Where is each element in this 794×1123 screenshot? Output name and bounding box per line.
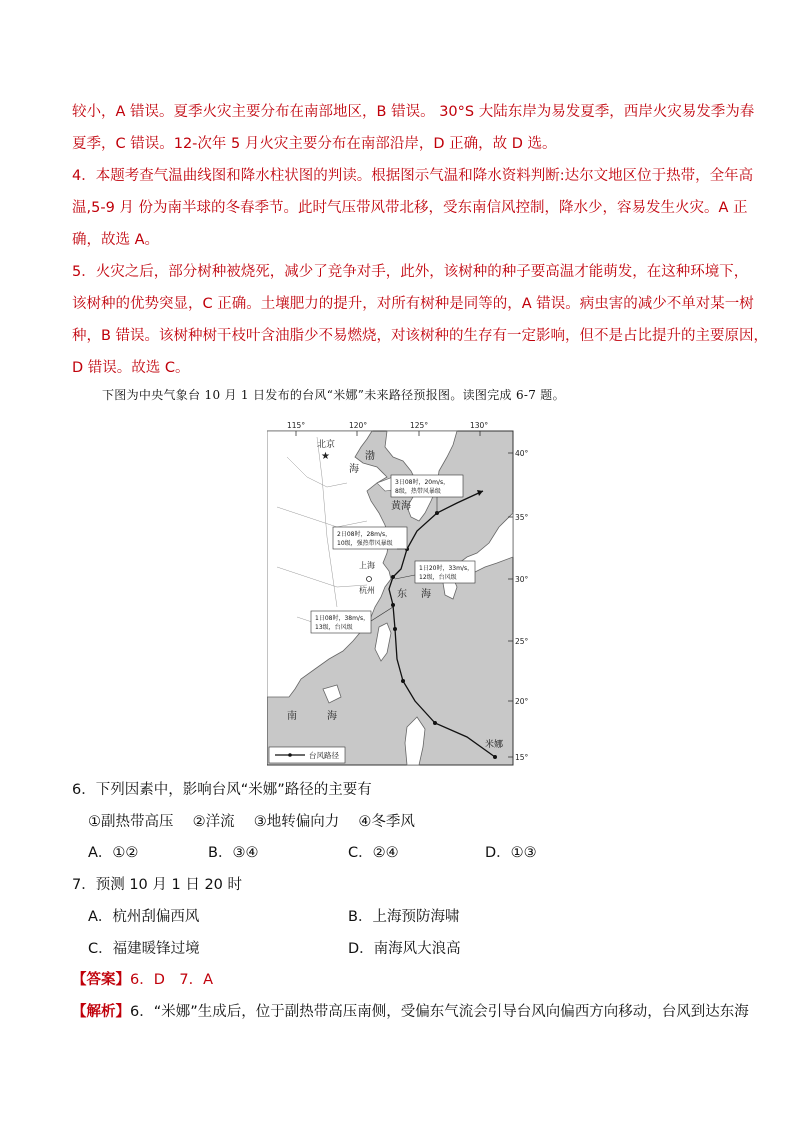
answer-line: [72, 970, 213, 990]
lat-label-15: 15°: [515, 753, 529, 762]
track-point: [493, 755, 497, 759]
hangzhou-marker: [367, 577, 372, 582]
analysis-text: 6．“米娜”生成后，位于副热带高压南侧，受偏东气流会引导台风向偏西方向移动，台风到达东海: [130, 1004, 749, 1020]
callout-2-line-1: 2日08时，28m/s，: [337, 531, 392, 538]
lat-label-30: 30°: [515, 575, 529, 584]
beijing-label: 北京: [317, 440, 336, 450]
yellow-sea-label-2: 海: [401, 501, 411, 512]
q4-analysis-line-1: 4．本题考查气温曲线图和降水柱状图的判读。根据图示气温和降水资料判断:达尔文地区位于热带，全年高: [72, 168, 754, 184]
callout-1-line-2: 8级，热带风暴级: [395, 488, 441, 495]
typhoon-name-label: 米娜: [485, 740, 504, 750]
analysis-line-2: 夏季，C 错误。12-次年 5 月火灾主要分布在南部沿岸，D 正确，故 D 选。: [72, 136, 557, 152]
answer-text: 6．D 7．A: [130, 972, 214, 988]
q5-analysis-line-3: 种，B 错误。该树种树干枝叶含油脂少不易燃烧，对该树种的生存有一定影响，但不是占比提升的主要原因，: [72, 328, 769, 344]
track-point: [391, 575, 395, 579]
south-sea-label-1: 南: [287, 711, 297, 722]
hangzhou-label: 杭州: [359, 586, 375, 595]
lon-label-130: 130°: [470, 421, 489, 430]
bohai-label-2: 海: [349, 464, 359, 475]
lon-label-115: 115°: [287, 421, 306, 430]
q4-analysis-line-2: 温,5-9 月 份为南半球的冬春季节。此时气压带风带北移，受东南信风控制，降水少，容易发生火灾。A 正: [72, 200, 748, 216]
east-sea-label-1: 东: [397, 589, 407, 600]
lat-label-35: 35°: [515, 513, 529, 522]
lat-label-25: 25°: [515, 637, 529, 646]
east-sea-label-2: 海: [421, 589, 431, 600]
legend-point: [288, 753, 292, 757]
analysis-line-1: 较小，A 错误。夏季火灾主要分布在南部地区，B 错误。 30°S 大陆东岸为易发夏季，西岸火灾易发季为春: [72, 104, 755, 120]
lon-label-120: 120°: [349, 421, 368, 430]
callout-3-line-1: 1日20时，33m/s，: [419, 565, 474, 572]
analysis-label: 【解析】: [72, 1004, 130, 1020]
lat-label-40: 40°: [515, 449, 529, 458]
q6-stem: 6．下列因素中，影响台风“米娜”路径的主要有: [72, 782, 372, 798]
q7-option-b[interactable]: B．上海预防海啸: [348, 909, 460, 925]
figure-intro: 下图为中央气象台 10 月 1 日发布的台风“米娜”未来路径预报图。读图完成 6-7 题。: [102, 388, 565, 402]
q7-stem: 7．预测 10 月 1 日 20 时: [72, 877, 243, 893]
callout-4-line-1: 1日08时，38m/s，: [315, 615, 370, 622]
south-sea-label-2: 海: [327, 711, 337, 722]
q5-analysis-line-2: 该树种的优势突显，C 正确。土壤肥力的提升，对所有树种是同等的，A 错误。病虫害的减少不单对某一树: [72, 296, 754, 312]
typhoon-track-map: [267, 417, 530, 767]
yellow-sea-label-1: 黄: [391, 501, 401, 512]
q5-analysis-line-4: D 错误。故选 C。: [72, 360, 190, 376]
q7-option-c[interactable]: C．福建暖锋过境: [88, 941, 200, 957]
callout-1-line-1: 3日08时，20m/s，: [395, 479, 450, 486]
q6-option-c[interactable]: C．②④: [348, 845, 399, 861]
shanghai-label: 上海: [359, 561, 375, 570]
q6-option-a[interactable]: A．①②: [88, 845, 139, 861]
q6-option-d[interactable]: D．①③: [485, 845, 537, 861]
callout-2-line-2: 10级，强热带风暴级: [337, 540, 393, 547]
callout-4-line-2: 13级，台风级: [315, 624, 353, 631]
q7-option-d[interactable]: D．南海风大浪高: [348, 941, 461, 957]
q5-analysis-line-1: 5．火灾之后，部分树种被烧死，减少了竞争对手，此外，该树种的种子要高温才能萌发，在这种环境下，: [72, 264, 749, 280]
capital-star-icon: ★: [321, 451, 330, 462]
analysis-line: [72, 1002, 749, 1022]
callout-3-line-2: 12级，台风级: [419, 574, 457, 581]
lat-label-20: 20°: [515, 697, 529, 706]
track-point: [391, 603, 395, 607]
track-point: [433, 721, 437, 725]
answer-label: 【答案】: [72, 972, 130, 988]
track-point: [401, 679, 405, 683]
bohai-label-1: 渤: [365, 451, 375, 462]
q4-analysis-line-3: 确，故选 A。: [72, 232, 160, 248]
q7-option-a[interactable]: A．杭州刮偏西风: [88, 909, 200, 925]
q6-option-b[interactable]: B．③④: [208, 845, 259, 861]
legend-label: 台风路径: [309, 751, 339, 760]
track-point: [393, 627, 397, 631]
lon-label-125: 125°: [410, 421, 429, 430]
q6-factors: ①副热带高压 ②洋流 ③地转偏向力 ④冬季风: [88, 814, 415, 830]
